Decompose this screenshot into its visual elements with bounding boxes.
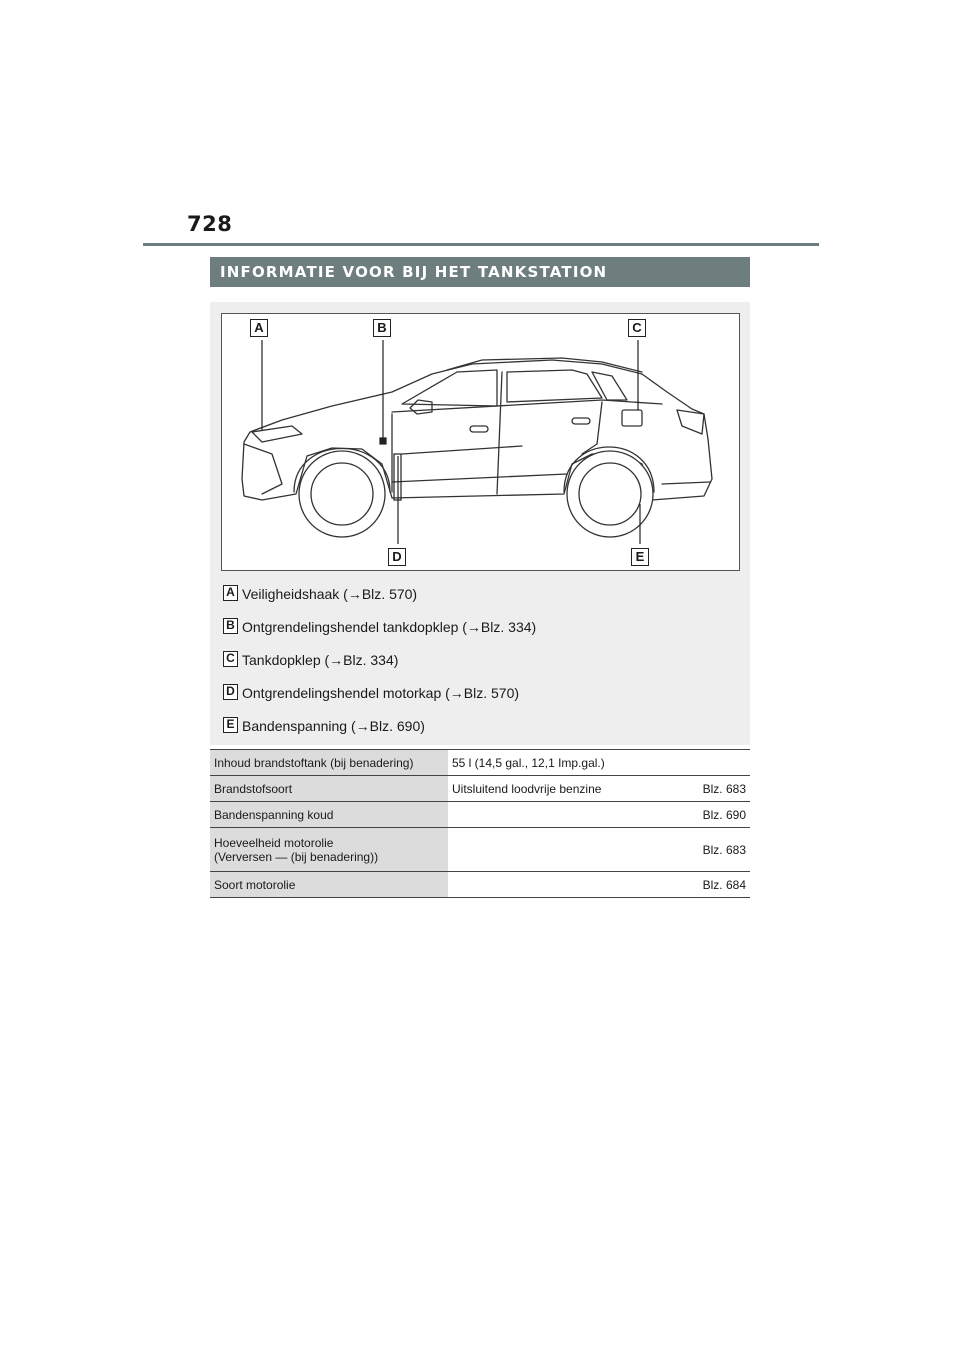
row-label-line2: (Verversen — (bij benadering)) [214, 849, 379, 864]
fuel-door [622, 410, 642, 426]
tail-light [677, 410, 704, 434]
vehicle-figure [221, 313, 740, 571]
rocker-line [392, 474, 567, 482]
page-reference: Blz. 690 [702, 807, 746, 822]
door-line-rear [582, 402, 602, 454]
front-fascia [244, 444, 282, 494]
legend-badge: B [223, 618, 238, 634]
row-value-text: Uitsluitend loodvrije benzine [452, 781, 602, 796]
section-title: INFORMATIE VOOR BIJ HET TANKSTATION [210, 257, 750, 287]
legend-text: Tankdopklep (→Blz. 334) [242, 652, 399, 668]
callout-e: E [631, 548, 649, 566]
callout-d: D [388, 548, 406, 566]
row-label: Bandenspanning koud [210, 802, 448, 828]
row-label: Soort motorolie [210, 872, 448, 898]
leader-b-marker [380, 438, 386, 444]
front-wheel [299, 451, 385, 537]
table-row [210, 872, 750, 898]
page-reference: Blz. 683 [702, 842, 746, 857]
row-value [448, 828, 750, 872]
suv-side-view-illustration [222, 314, 739, 570]
window-back [592, 372, 627, 400]
legend-badge: D [223, 684, 238, 700]
legend-text: Ontgrendelingshendel tankdopklep (→Blz. 334) [242, 619, 537, 635]
callout-b: B [373, 319, 391, 337]
legend-badge: E [223, 717, 238, 733]
legend-text: Ontgrendelingshendel motorkap (→Blz. 570) [242, 685, 520, 701]
row-label: Brandstofsoort [210, 776, 448, 802]
rear-bumper [662, 482, 710, 484]
table-row [210, 750, 750, 776]
top-rule [143, 243, 819, 246]
legend-badge: C [223, 651, 238, 667]
page-reference: Blz. 683 [702, 781, 746, 796]
legend-text: Veiligheidshaak (→Blz. 570) [242, 586, 418, 602]
legend-text: Bandenspanning (→Blz. 690) [242, 718, 425, 734]
figure-panel [210, 302, 750, 745]
callout-c: C [628, 319, 646, 337]
table-row [210, 776, 750, 802]
row-value [448, 802, 750, 828]
row-value [448, 750, 750, 776]
side-crease [402, 446, 522, 454]
window-line [402, 370, 497, 406]
page-reference: Blz. 684 [702, 877, 746, 892]
row-value [448, 776, 750, 802]
rear-door-handle [572, 418, 590, 424]
side-mirror [410, 400, 432, 414]
front-door-handle [470, 426, 488, 432]
table-row [210, 802, 750, 828]
row-label: Inhoud brandstoftank (bij benadering) [210, 750, 448, 776]
window-rear [507, 370, 602, 402]
table-row [210, 828, 750, 872]
callout-a: A [250, 319, 268, 337]
row-label-line1: Hoeveelheid motorolie [214, 835, 334, 850]
door-line-mid [497, 372, 502, 494]
fuel-spec-table [210, 749, 750, 898]
page-number: 728 [187, 212, 233, 236]
row-value-text: 55 l (14,5 gal., 12,1 Imp.gal.) [452, 755, 605, 770]
legend-badge: A [223, 585, 238, 601]
row-value [448, 872, 750, 898]
row-label [210, 828, 448, 872]
